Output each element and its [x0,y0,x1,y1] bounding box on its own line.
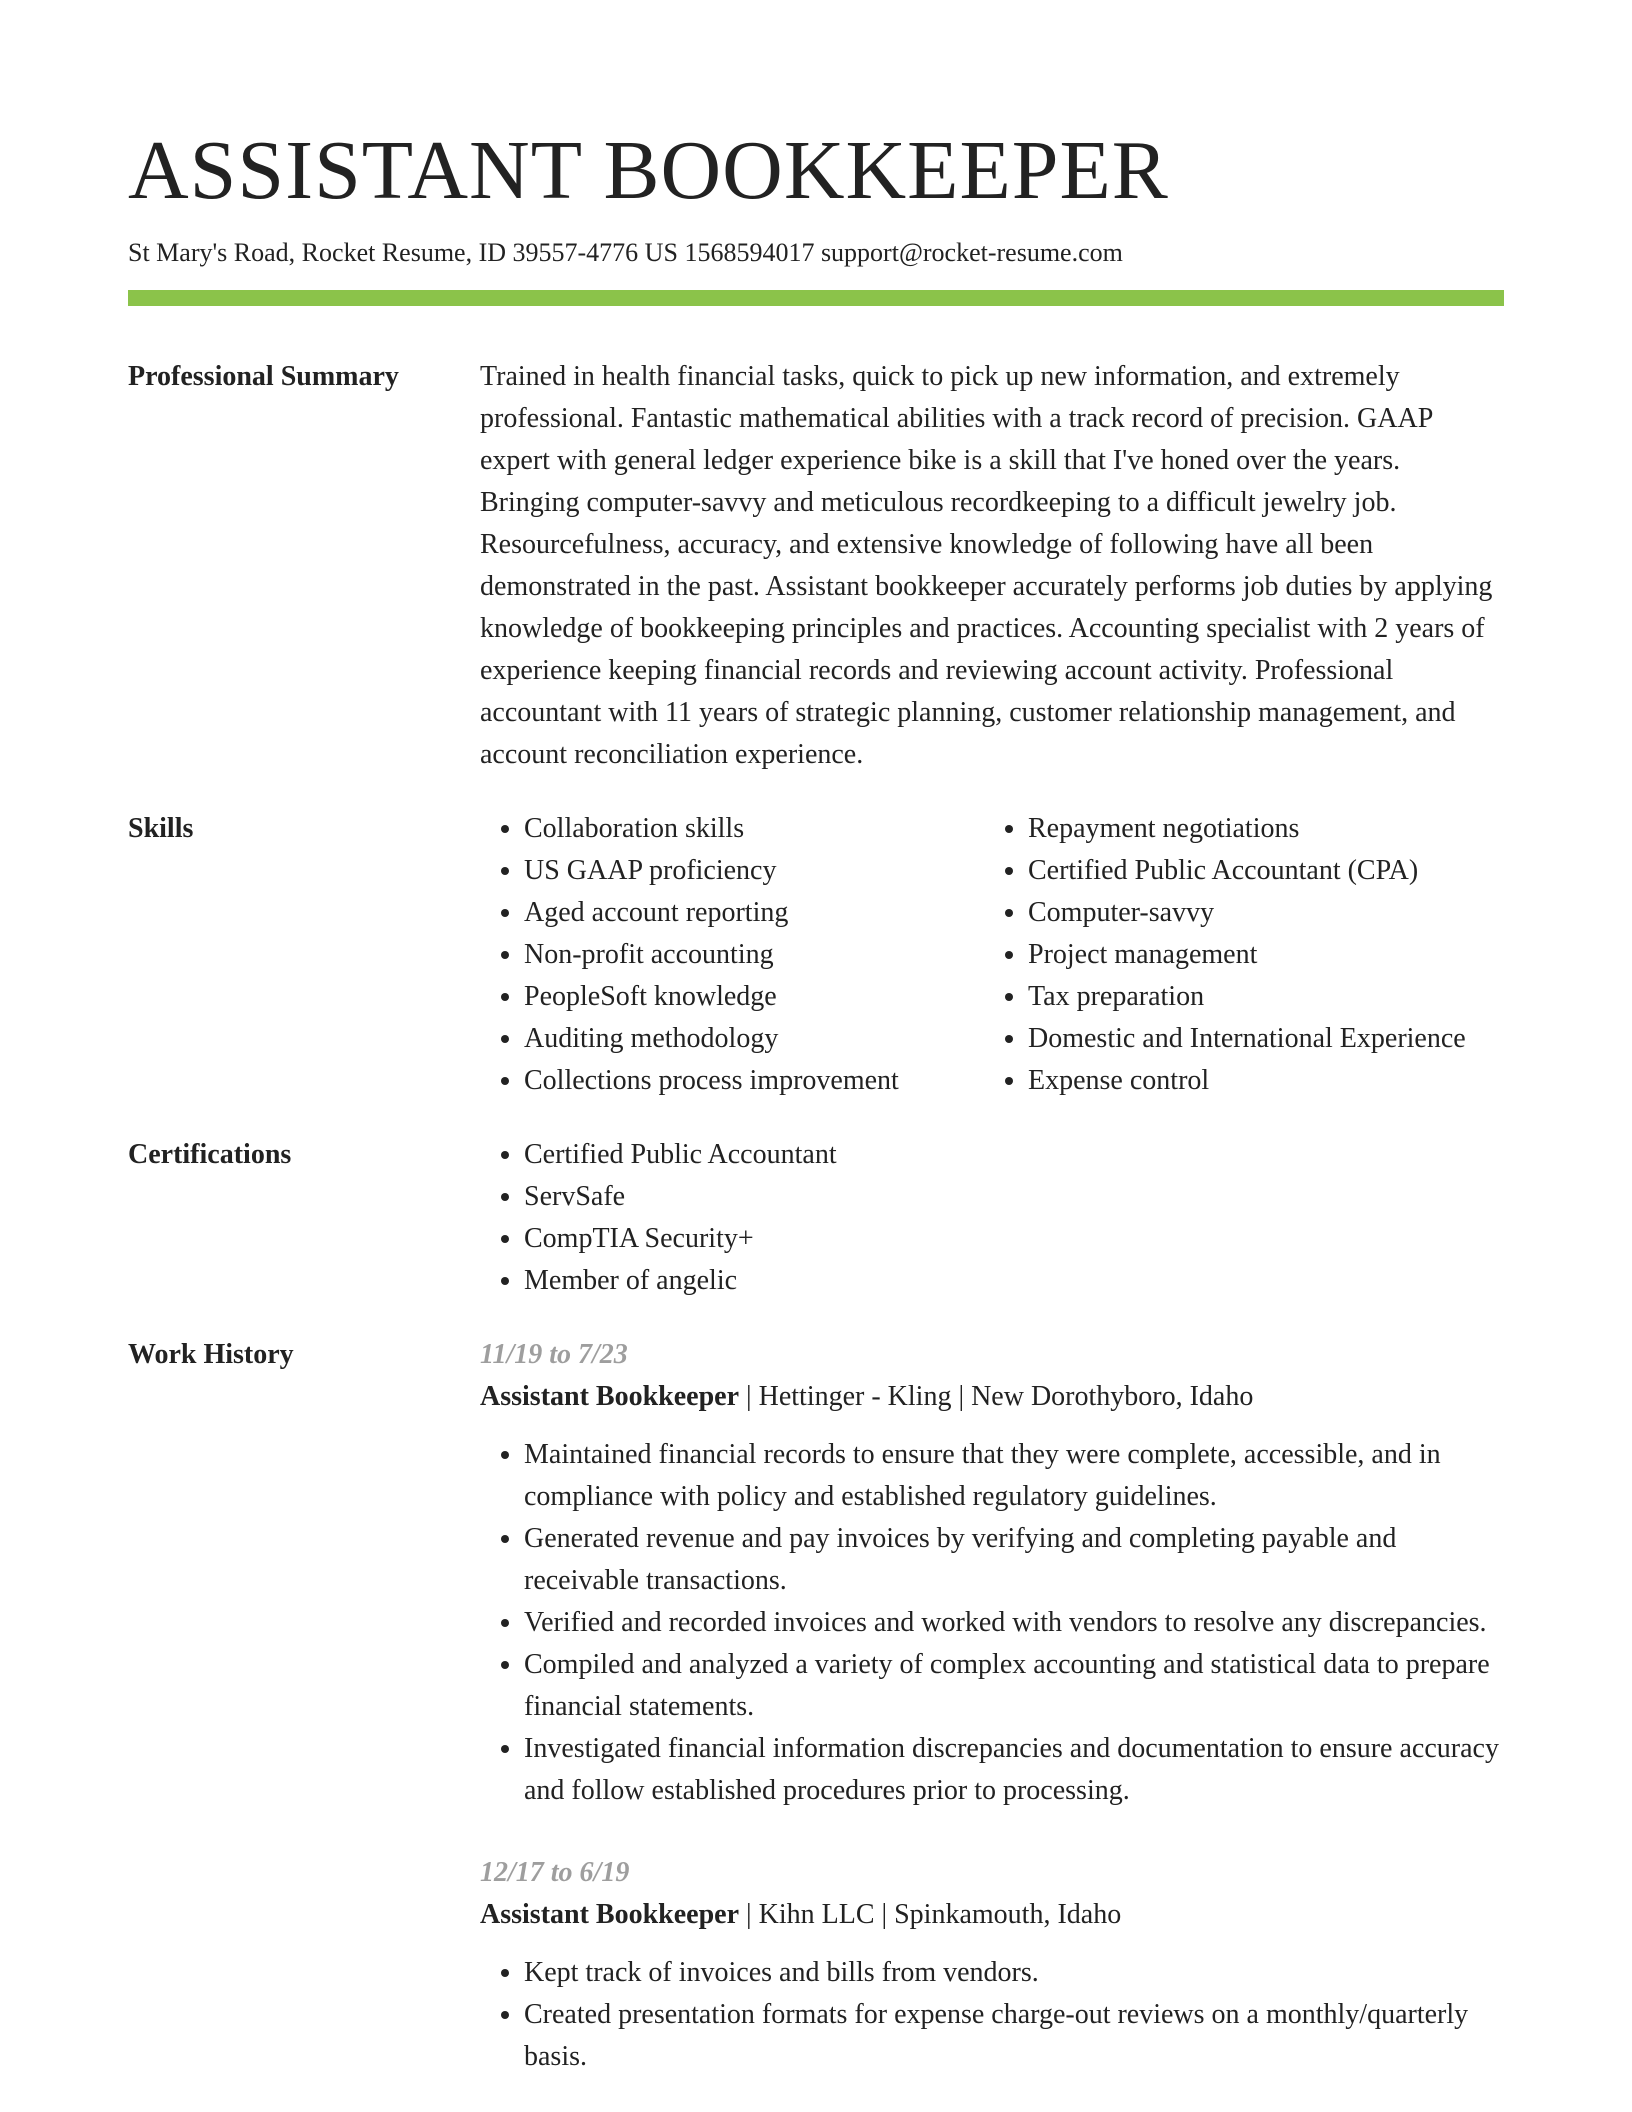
skill-item: • Aged account reporting [524,892,984,934]
certification-item: • Certified Public Accountant [524,1134,1504,1176]
certifications-body [480,1134,1504,1302]
certification-item: • CompTIA Security+ [524,1218,1504,1260]
job-bullet: • Verified and recorded invoices and worked with vendors to resolve any discrepancies. [524,1602,1504,1644]
job-bullet: • Created presentation formats for expense charge-out reviews on a monthly/quarterly basis. [524,1994,1504,2078]
skills-column-right [984,808,1488,1102]
job-bullet: • Generated revenue and pay invoices by verifying and completing payable and receivable transactions. [524,1518,1504,1602]
certifications-heading: Certifications [128,1139,292,1170]
certifications-list [480,1134,1504,1302]
resume-name: ASSISTANT BOOKKEEPER [128,124,1169,217]
skill-item: • Computer-savvy [1028,892,1488,934]
skill-item: • Certified Public Accountant (CPA) [1028,850,1488,892]
job-title-line [480,1894,1504,1936]
skill-item: • Non-profit accounting [524,934,984,976]
skills-columns [480,808,1504,1102]
skill-item: • Expense control [1028,1060,1488,1102]
summary-text: Trained in health financial tasks, quick to pick up new information, and extremely professional. Fantastic mathematical abilities with a track record of precision. GAAP expert with general ledger experience bike is a skill that I've honed over the years. Bringing computer-savvy and meticulous recordkeeping to a difficult jewelry job. Resourcefulness, accuracy, and extensive knowledge of following have all been demonstrated in the past. Assistant bookkeeper accurately performs job duties by applying knowledge of bookkeeping principles and practices. Accounting specialist with 2 years of experience keeping financial records and reviewing account activity. Professional accountant with 11 years of strategic planning, customer relationship management, and account reconciliation experience. [480,361,1493,770]
skill-item: • PeopleSoft knowledge [524,976,984,1018]
contact-line [128,236,1504,270]
work-history-body [480,1334,1504,2078]
job-entry [480,1334,1504,1812]
job-entry [480,1852,1504,2078]
job-bullet: • Kept track of invoices and bills from vendors. [524,1952,1504,1994]
skill-item: • Auditing methodology [524,1018,984,1060]
certifications-section [128,1134,1504,1302]
skills-column-left [480,808,984,1102]
skills-list-left [480,808,984,1102]
work-history-section [128,1334,1504,2078]
work-history-heading: Work History [128,1339,294,1370]
job-bullet: • Compiled and analyzed a variety of complex accounting and statistical data to prepare financial statements. [524,1644,1504,1728]
job-bullet: • Maintained financial records to ensure that they were complete, accessible, and in compliance with policy and established regulatory guidelines. [524,1434,1504,1518]
contact-address: St Mary's Road, Rocket Resume, ID 39557-4776 US [128,238,678,267]
skill-item: • Tax preparation [1028,976,1488,1018]
job-employer-location: | Kihn LLC | Spinkamouth, Idaho [739,1899,1122,1930]
summary-section [128,356,1504,776]
skill-item: • Domestic and International Experience [1028,1018,1488,1060]
header-divider [128,290,1504,306]
skill-item: • Collections process improvement [524,1060,984,1102]
contact-phone: 1568594017 [684,238,815,267]
job-title: Assistant Bookkeeper [480,1381,740,1412]
job-bullets [480,1952,1504,2078]
job-bullet: • Investigated financial information discrepancies and documentation to ensure accuracy and follow established procedures prior to processing. [524,1728,1504,1812]
skill-item: • US GAAP proficiency [524,850,984,892]
summary-heading: Professional Summary [128,361,399,392]
job-dates: 11/19 to 7/23 [480,1339,628,1370]
skill-item: • Project management [1028,934,1488,976]
skills-heading: Skills [128,813,194,844]
certification-item: • ServSafe [524,1176,1504,1218]
skill-item: • Collaboration skills [524,808,984,850]
job-bullets [480,1434,1504,1812]
job-title-line [480,1376,1504,1418]
job-employer-location: | Hettinger - Kling | New Dorothyboro, Idaho [739,1381,1254,1412]
skills-list-right [984,808,1488,1102]
certification-item: • Member of angelic [524,1260,1504,1302]
skill-item: • Repayment negotiations [1028,808,1488,850]
job-title: Assistant Bookkeeper [480,1899,740,1930]
contact-email: support@rocket-resume.com [820,238,1123,267]
job-dates: 12/17 to 6/19 [480,1857,630,1888]
skills-section [128,808,1504,1102]
